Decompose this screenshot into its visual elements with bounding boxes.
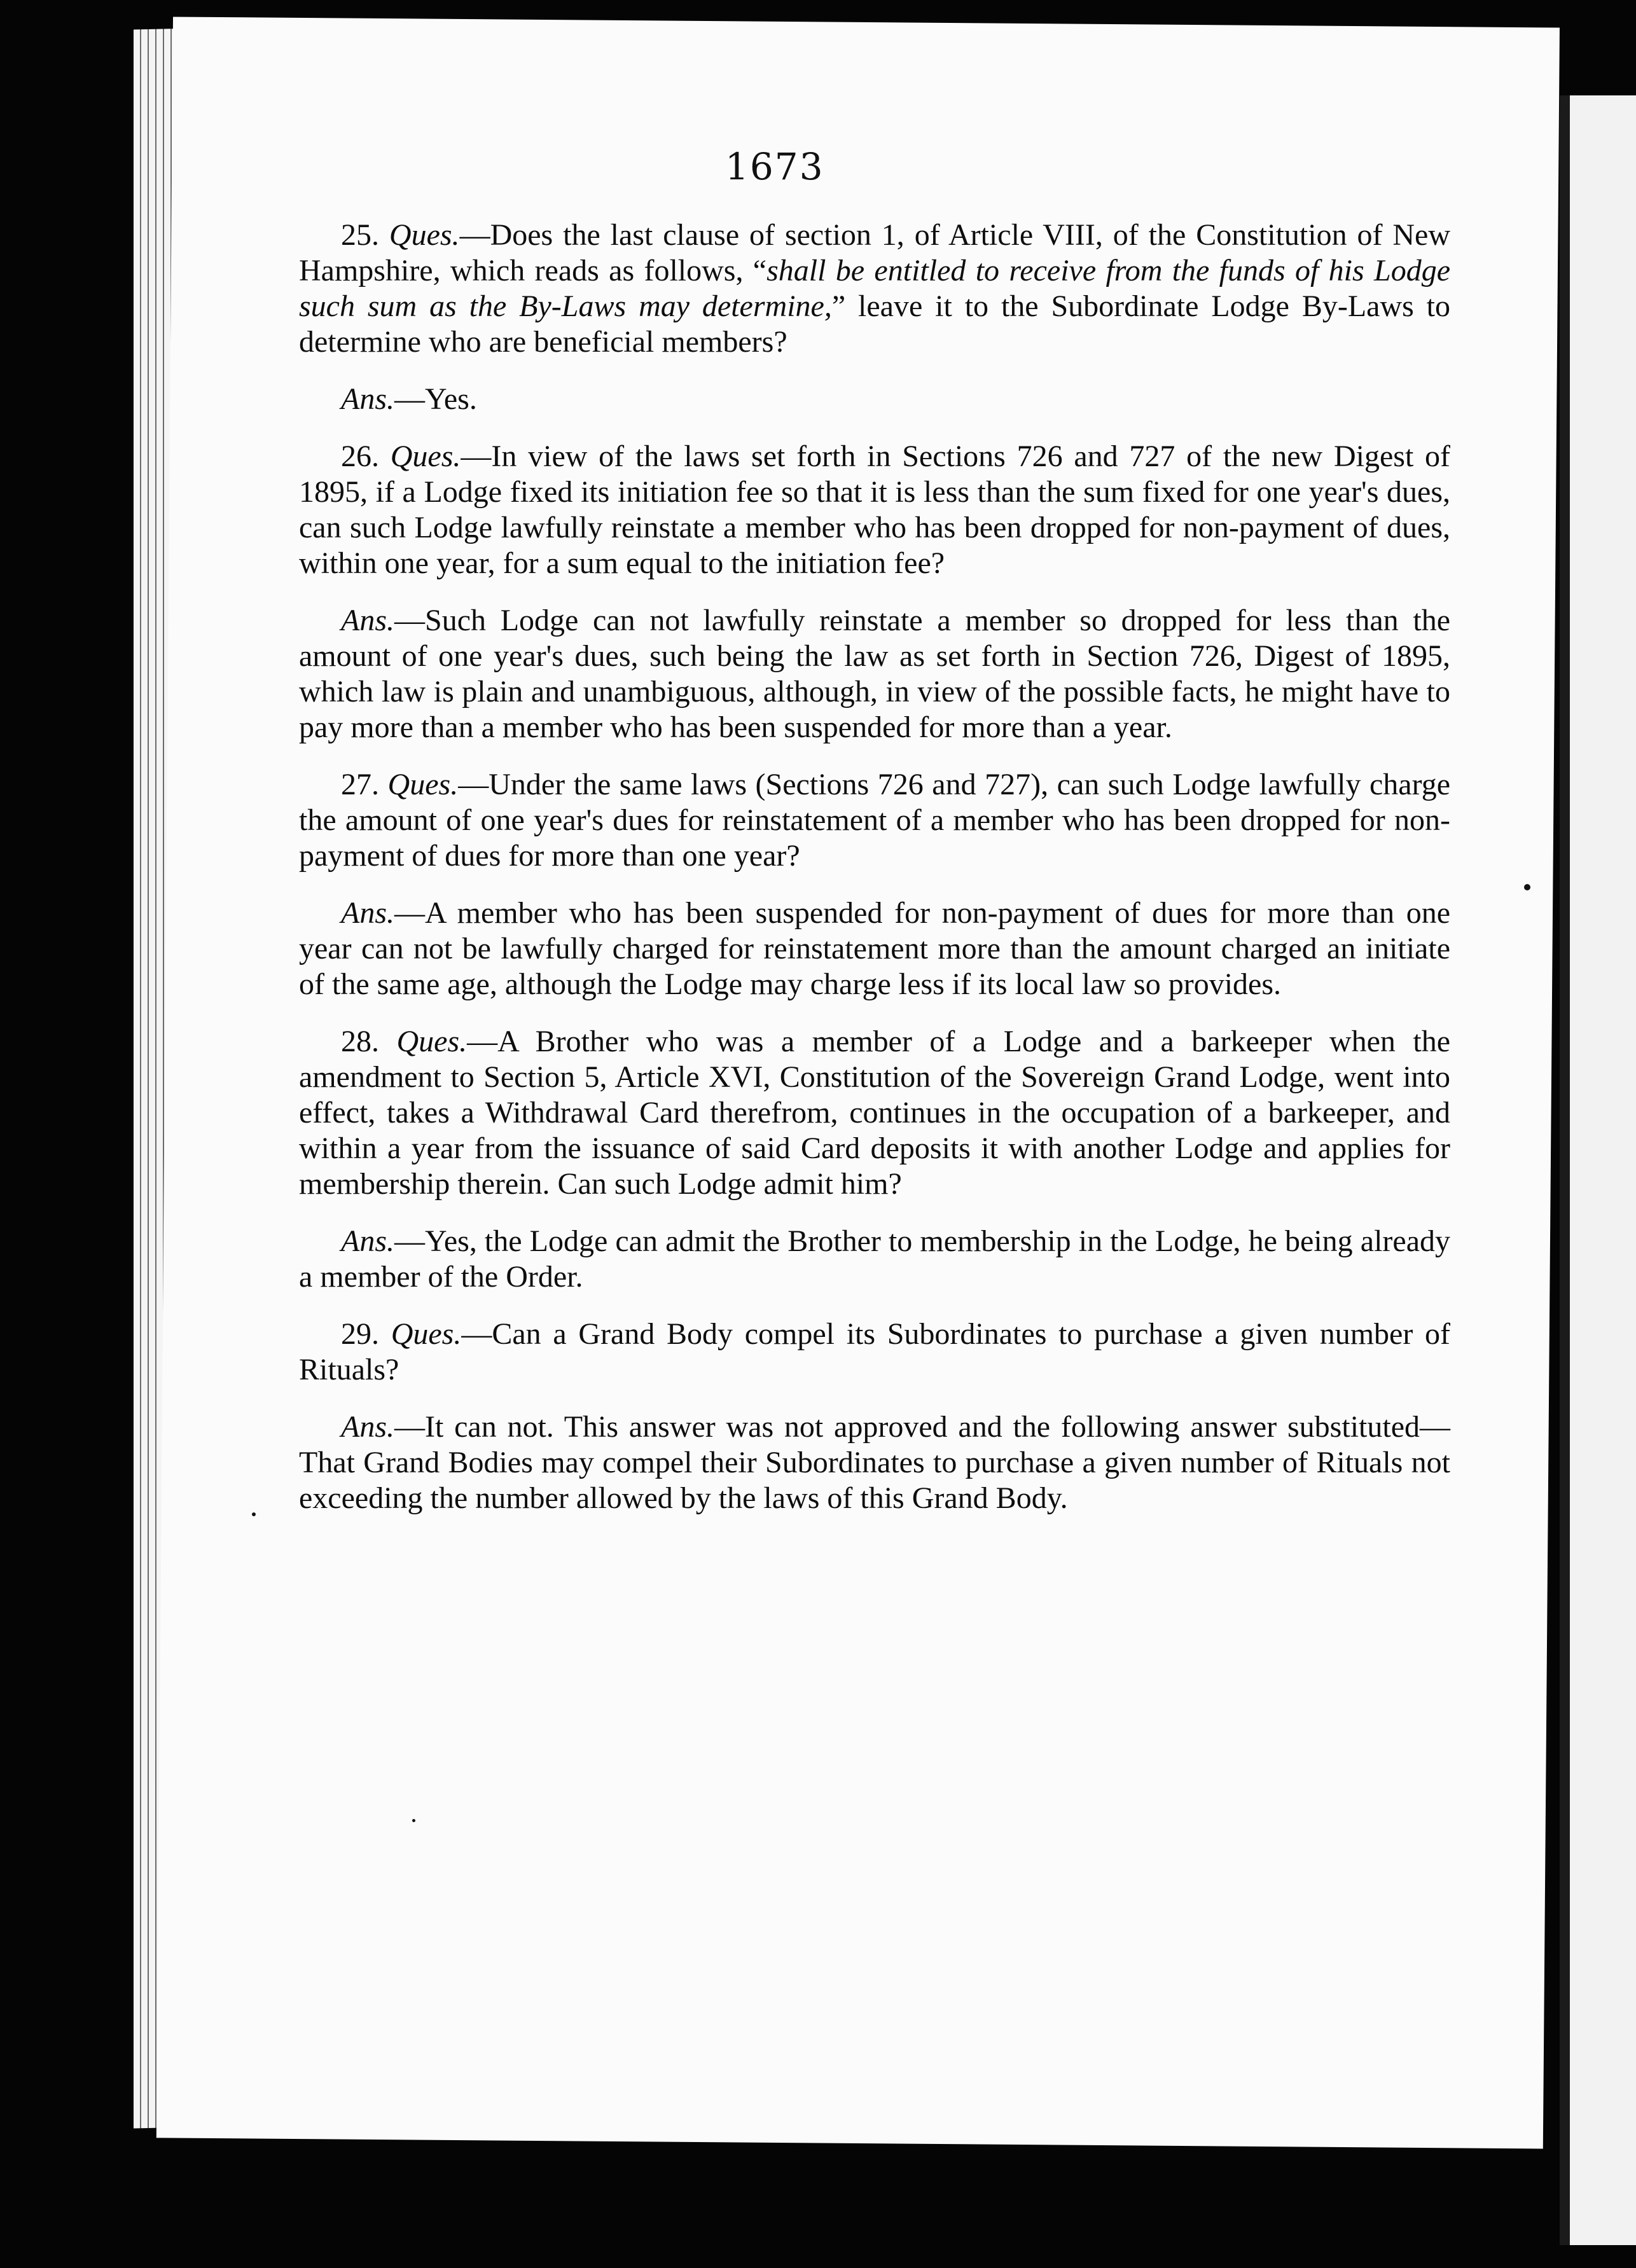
question-27 — [299, 767, 1450, 874]
scan-speck — [1524, 884, 1530, 890]
question-number: 29. — [341, 1317, 379, 1351]
page-number: 1673 — [725, 145, 824, 188]
question-label: Ques. — [390, 439, 461, 473]
question-label: Ques. — [387, 768, 459, 801]
page-content — [299, 218, 1450, 1538]
question-text: —A Brother who was a member of a Lodge and a barkeeper when the amendment to Section 5, Article XVI, Constitution of the Sovereign Grand Lodge, went into effect, takes a Withdrawal Card therefrom, continues in the occupation of a barkeeper, and within a year from the issuance of said Card deposits it with another Lodge and applies for membership therein. Can such Lodge admit him? — [299, 1025, 1451, 1201]
answer-28 — [299, 1224, 1450, 1295]
quoted-clause: shall be entitled to receive from the funds of his Lodge such sum as the By-Laws may determine, — [299, 254, 1451, 323]
question-26 — [299, 439, 1450, 581]
scan-speck — [252, 1512, 256, 1516]
answer-26 — [299, 603, 1450, 745]
answer-label: Ans. — [341, 382, 394, 416]
question-label: Ques. — [391, 1317, 462, 1351]
answer-29 — [299, 1409, 1450, 1516]
question-25 — [299, 218, 1450, 360]
question-text: —Under the same laws (Sections 726 and 727), can such Lodge lawfully charge the amount of one year's dues for reinstatement of a member who has been dropped for non-payment of dues for more than one year? — [299, 768, 1451, 873]
question-number: 27. — [341, 768, 379, 801]
question-label: Ques. — [396, 1025, 468, 1058]
answer-label: Ans. — [341, 604, 394, 637]
scan-speck — [412, 1819, 415, 1822]
question-28 — [299, 1024, 1450, 1202]
question-label: Ques. — [389, 218, 460, 252]
answer-text: —It can not. This answer was not approved and the following answer substituted—That Grand Bodies may compel their Subordinates to purchase a given number of Rituals not exceeding the number allowed by the laws of this Grand Body. — [299, 1410, 1450, 1515]
question-number: 25. — [341, 218, 379, 252]
question-text: —Can a Grand Body compel its Subordinates to purchase a given number of Rituals? — [299, 1317, 1451, 1386]
question-text: ” leave it to the Subordinate Lodge By-Laws to determine who are beneficial members? — [299, 289, 1450, 359]
question-29 — [299, 1317, 1450, 1388]
answer-27 — [299, 895, 1450, 1002]
answer-text: —A member who has been suspended for non-payment of dues for more than one year can not be lawfully charged for reinstatement more than the amount charged an initiate of the same age, although the Lodge may charge less if its local law so provides. — [299, 896, 1450, 1001]
answer-label: Ans. — [341, 1410, 394, 1444]
answer-label: Ans. — [341, 1224, 394, 1258]
question-text: —Does the last clause of section 1, of Article VIII, of the Constitution of New Hampshire, which reads as follows, “ — [299, 218, 1450, 287]
question-number: 28. — [341, 1025, 379, 1058]
facing-page-edge — [1560, 95, 1636, 2245]
answer-text: —Such Lodge can not lawfully reinstate a member so dropped for less than the amount of one year's dues, such being the law as set forth in Section 726, Digest of 1895, which law is plain and unambiguous, although, in view of the possible facts, he might have to pay more than a member who has been suspended for more than a year. — [299, 604, 1450, 744]
answer-label: Ans. — [341, 896, 394, 930]
question-text: —In view of the laws set forth in Sections 726 and 727 of the new Digest of 1895, if a Lodge fixed its initiation fee so that it is less than the sum fixed for one year's dues, can such Lodge lawfully reinstate a member who has been dropped for non-payment of dues, within one year, for a sum equal to the initiation fee? — [299, 439, 1451, 580]
answer-text: —Yes. — [394, 382, 477, 416]
question-number: 26. — [341, 439, 379, 473]
answer-text: —Yes, the Lodge can admit the Brother to membership in the Lodge, he being already a member of the Order. — [299, 1224, 1450, 1294]
answer-25 — [299, 382, 1450, 417]
